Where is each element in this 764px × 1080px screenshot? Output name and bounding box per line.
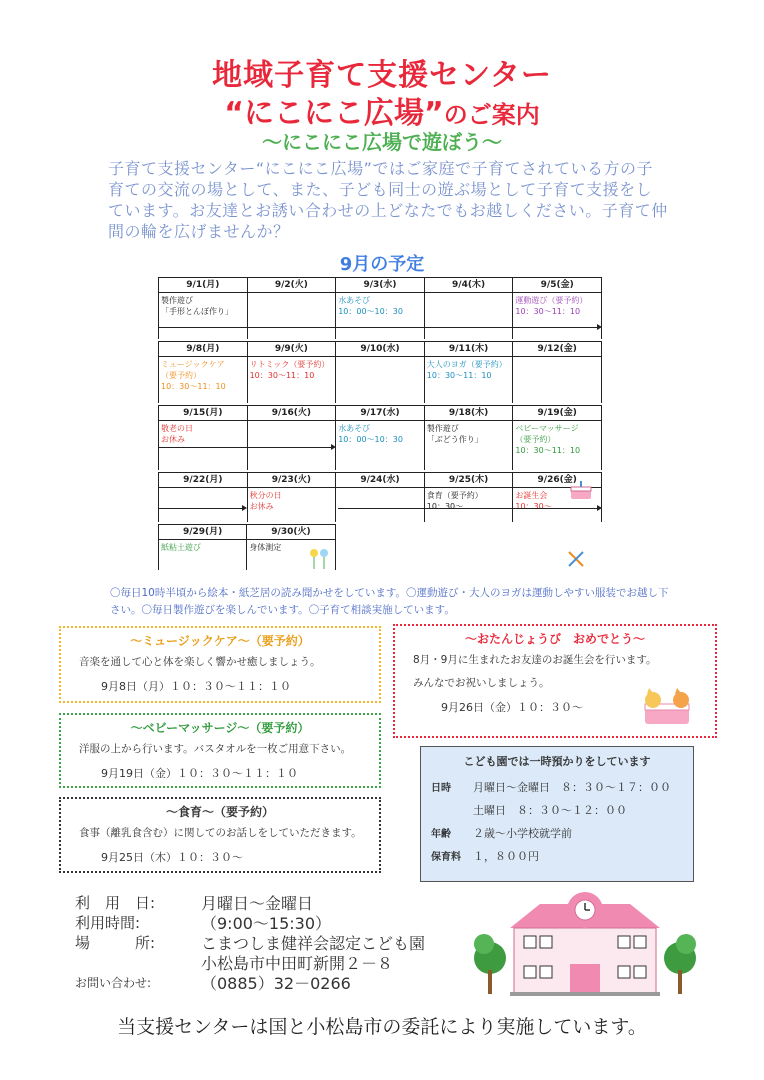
calendar-event-text: 敬老の日 bbox=[161, 424, 193, 433]
calendar-week bbox=[158, 277, 602, 339]
calendar-event-text: お休み bbox=[249, 502, 274, 511]
calendar-week bbox=[158, 405, 602, 470]
calendar-date-header: 9/22(月) bbox=[159, 473, 248, 487]
calendar-headers bbox=[158, 341, 602, 357]
calendar-event-text: 10：00〜10：30 bbox=[338, 307, 403, 316]
calendar-date-header: 9/26(金) bbox=[537, 475, 577, 485]
calendar-continuation-arrow bbox=[159, 327, 598, 328]
birthday-cats-illustration bbox=[639, 688, 695, 728]
calendar-day-cell bbox=[425, 357, 514, 403]
calendar-date-header: 9/5(金) bbox=[540, 280, 574, 290]
calendar-date-header: 9/1(月) bbox=[159, 278, 248, 292]
calendar-event-text: 10：30〜11：10 bbox=[426, 371, 492, 380]
calendar-continuation-arrow bbox=[338, 508, 598, 509]
birthday-date: 9月26日（金）１０：３０〜 bbox=[441, 701, 583, 714]
food-education-box bbox=[59, 797, 381, 873]
calendar-date-header: 9/3(水) bbox=[336, 278, 425, 292]
temporary-care-row: 日時 月曜日〜金曜日 ８：３０〜１７：００ bbox=[431, 781, 671, 794]
birthday-title: 〜おたんじょうび おめでとう〜 bbox=[464, 632, 645, 646]
calendar-date-header: 9/15(月) bbox=[159, 406, 248, 420]
birthday-cake-icon bbox=[568, 479, 594, 501]
baby-massage-box bbox=[59, 713, 381, 788]
calendar-cells bbox=[158, 421, 602, 470]
calendar-day-cell bbox=[159, 421, 248, 470]
calendar-event-text: 身体測定 bbox=[249, 543, 282, 552]
calendar-day-cell bbox=[248, 488, 337, 522]
usage-info bbox=[75, 892, 425, 992]
calendar-week bbox=[158, 472, 602, 522]
calendar-date-header: 9/18(木) bbox=[425, 406, 514, 420]
calendar-day-cell bbox=[336, 421, 425, 470]
calendar-day-cell bbox=[425, 421, 514, 470]
calendar-date-header: 9/8(月) bbox=[159, 342, 248, 356]
title-suffix: のご案内 bbox=[443, 101, 540, 129]
calendar-event-text: 10：30〜11：10 bbox=[249, 371, 315, 380]
calendar-date-header: 9/23(火) bbox=[248, 473, 337, 487]
calendar-event-text: （要予約） bbox=[161, 371, 201, 380]
calendar-day-cell bbox=[248, 357, 337, 403]
calendar-cells bbox=[158, 293, 602, 339]
calendar-cells bbox=[158, 488, 602, 522]
temporary-care-row: 年齢 ２歳〜小学校就学前 bbox=[431, 827, 572, 840]
food-education-title: 〜食育〜（要予約） bbox=[165, 805, 274, 819]
calendar-event-text: 10：00〜10：30 bbox=[338, 435, 403, 444]
baby-massage-body: 洋服の上から行います。バスタオルを一枚ご用意下さい。 bbox=[79, 743, 352, 755]
calendar-date-header: 9/30(火) bbox=[271, 527, 311, 537]
calendar-event-text: ミュージックケア bbox=[161, 360, 225, 369]
calendar-event-text: （要予約） bbox=[515, 435, 556, 444]
calendar-headers bbox=[158, 472, 602, 488]
calendar-date-header: 9/10(水) bbox=[336, 342, 425, 356]
music-care-title: 〜ミュージックケア〜（要予約） bbox=[130, 634, 310, 648]
calendar-day-cell bbox=[513, 421, 601, 470]
food-education-date: 9月25日（木）１０：３０〜 bbox=[101, 851, 243, 864]
info-row: お問い合わせ: （0885）32－0266 bbox=[75, 973, 351, 993]
calendar-event-text: 製作遊び bbox=[426, 424, 459, 433]
calendar-event-text: 10：30〜11：10 bbox=[515, 307, 581, 316]
calendar-event-text: 水あそび bbox=[338, 424, 371, 433]
flower-icon bbox=[308, 545, 332, 571]
birthday-body-1: 8月・9月に生まれたお友達のお誕生会を行います。 bbox=[413, 654, 657, 666]
calendar-event-text: 製作遊び bbox=[161, 296, 193, 305]
calendar-date-header: 9/2(火) bbox=[248, 278, 337, 292]
calendar bbox=[158, 277, 602, 570]
calendar-day-cell bbox=[425, 488, 514, 522]
calendar-date-header: 9/11(木) bbox=[425, 342, 514, 356]
notes: 〇毎日10時半頃から絵本・紙芝居の読み聞かせをしています。〇運動遊び・大人のヨガは運動しやすい服装でお越し下さい。〇毎日製作遊びを楽しんでいます。〇子育て相談実施しています。 bbox=[110, 587, 669, 616]
calendar-date-header: 9/25(木) bbox=[425, 473, 514, 487]
calendar-day-cell bbox=[159, 357, 248, 403]
page-title: 地域子育て支援センター bbox=[212, 58, 552, 93]
calendar-day-cell bbox=[513, 357, 601, 403]
calendar-event-text: 紙粘土遊び bbox=[161, 543, 201, 552]
calendar-day-cell bbox=[159, 488, 248, 522]
music-care-date: 9月8日（月）１０：３０〜１１：１０ bbox=[101, 680, 291, 693]
calendar-event-text: 食育（要予約） bbox=[426, 491, 483, 500]
calendar-event-text: 10：30〜11：10 bbox=[515, 446, 581, 455]
calendar-week bbox=[158, 341, 602, 403]
temporary-care-row: 保育料 １，８００円 bbox=[431, 850, 539, 863]
birthday-box bbox=[393, 624, 717, 738]
scissors-icon bbox=[566, 549, 586, 569]
subtitle: 〜にこにこ広場で遊ぼう〜 bbox=[262, 130, 502, 154]
calendar-event-text: お休み bbox=[161, 435, 185, 444]
calendar-date-header: 9/12(金) bbox=[537, 344, 577, 354]
kindergarten-building-illustration bbox=[470, 886, 700, 1008]
temporary-care-row: 土曜日 ８：３０〜１２：００ bbox=[473, 804, 627, 817]
calendar-event-text: お誕生会 bbox=[515, 491, 548, 500]
calendar-day-cell bbox=[248, 293, 337, 339]
calendar-event-text: 大人のヨガ（要予約） bbox=[426, 360, 507, 369]
calendar-event-text: 10：30〜11：10 bbox=[161, 382, 226, 391]
calendar-day-cell bbox=[336, 488, 425, 522]
music-care-box bbox=[59, 626, 381, 703]
calendar-day-cell bbox=[336, 293, 425, 339]
baby-massage-date: 9月19日（金）１０：３０〜１１：１０ bbox=[101, 767, 298, 780]
footer-text: 当支援センターは国と小松島市の委託により実施しています。 bbox=[117, 1016, 647, 1038]
calendar-day-cell bbox=[336, 357, 425, 403]
calendar-cells bbox=[158, 357, 602, 403]
calendar-date-header: 9/17(水) bbox=[336, 406, 425, 420]
calendar-date-header: 9/29(月) bbox=[159, 525, 247, 539]
calendar-date-header: 9/16(火) bbox=[248, 406, 337, 420]
calendar-headers bbox=[158, 277, 602, 293]
intro-text: 子育て支援センター“にこにこ広場”ではご家庭で子育てされている方の子育ての交流の場として、また、子ども同士の遊ぶ場として子育て支援をしています。お友達とお誘い合わせの上どなたでもお越しください。子育て仲間の輪を広げませんか？ bbox=[108, 159, 668, 241]
calendar-continuation-arrow bbox=[159, 508, 243, 509]
title-main: “にこにこ広場” bbox=[224, 96, 444, 131]
info-row: 利用時間: （9:00〜15:30） bbox=[75, 913, 332, 933]
calendar-event-text: 10：30〜 bbox=[426, 502, 464, 511]
music-care-body: 音楽を通して心と体を楽しく響かせ癒しましょう。 bbox=[79, 656, 321, 668]
calendar-event-text: 「手形とんぼ作り」 bbox=[161, 307, 233, 316]
calendar-headers bbox=[158, 405, 602, 421]
calendar-event-text: 水あそび bbox=[338, 296, 371, 305]
calendar-date-header: 9/24(水) bbox=[336, 473, 425, 487]
temporary-care-box bbox=[420, 746, 694, 882]
calendar-day-cell bbox=[159, 293, 248, 339]
calendar-event-text: 10：30〜 bbox=[515, 502, 552, 511]
info-row: 利 用 日: 月曜日〜金曜日 bbox=[75, 893, 314, 913]
info-row: 小松島市中田町新開２－８ bbox=[201, 953, 394, 973]
calendar-event-text: 「ぶどう作り」 bbox=[426, 435, 483, 444]
calendar-date-header: 9/19(金) bbox=[537, 408, 577, 418]
calendar-event-text: リトミック（要予約） bbox=[249, 360, 330, 369]
info-row: 場 所: こまつしま健祥会認定こども園 bbox=[75, 933, 426, 953]
calendar-event-text: ベビーマッサージ bbox=[515, 424, 579, 433]
calendar-event-text: 運動遊び（要予約） bbox=[515, 296, 588, 305]
calendar-date-header: 9/4(木) bbox=[425, 278, 514, 292]
calendar-date-header: 9/9(火) bbox=[248, 342, 337, 356]
schedule-title: 9月の予定 bbox=[339, 254, 425, 275]
calendar-day-cell bbox=[159, 540, 247, 570]
calendar-day-cell bbox=[513, 293, 601, 339]
calendar-continuation-arrow bbox=[159, 447, 332, 448]
temporary-care-title: こども園では一時預かりをしています bbox=[463, 755, 651, 768]
baby-massage-title: 〜ベビーマッサージ〜（要予約） bbox=[130, 721, 310, 735]
food-education-body: 食事（離乳食含む）に関してのお話しをしていただきます。 bbox=[79, 827, 362, 839]
calendar-day-cell bbox=[248, 421, 337, 470]
calendar-day-cell bbox=[425, 293, 514, 339]
calendar-headers bbox=[158, 524, 336, 540]
calendar-event-text: 秋分の日 bbox=[249, 491, 282, 500]
birthday-body-2: みんなでお祝いしましょう。 bbox=[413, 677, 550, 689]
